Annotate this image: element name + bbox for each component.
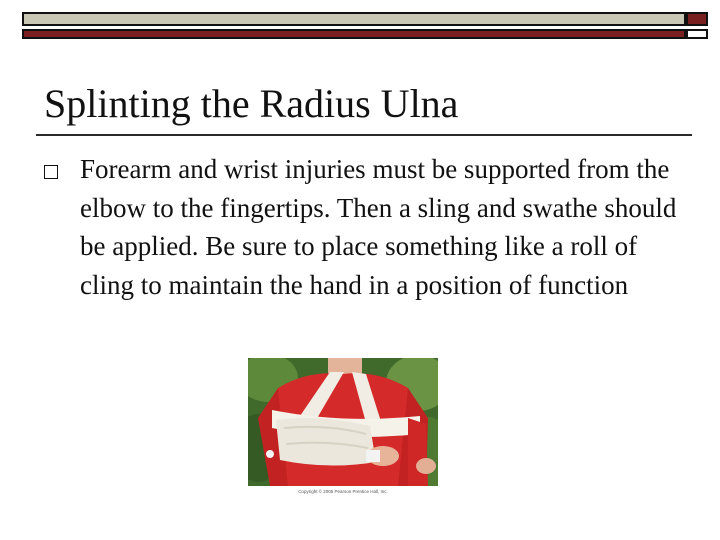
photo-copyright-caption: Copyright © 2005 Pearson Prentice Hall, Inc. bbox=[298, 489, 388, 494]
sling-photo-illustration bbox=[248, 358, 438, 486]
top-decor-band-red bbox=[22, 29, 686, 39]
title-divider bbox=[36, 134, 692, 136]
top-decor-band-tan bbox=[22, 12, 686, 26]
corner-decor-red-box bbox=[686, 12, 708, 26]
sling-photo bbox=[248, 358, 438, 486]
corner-decor-white-box bbox=[686, 29, 708, 39]
bullet-text: Forearm and wrist injuries must be supported from the elbow to the fingertips. Then a sling and swathe should be applied. Be sure to place something like a roll of cling to maintain the hand in a position of function bbox=[80, 154, 677, 300]
square-bullet-icon bbox=[44, 165, 58, 179]
slide-title: Splinting the Radius Ulna bbox=[44, 81, 459, 126]
